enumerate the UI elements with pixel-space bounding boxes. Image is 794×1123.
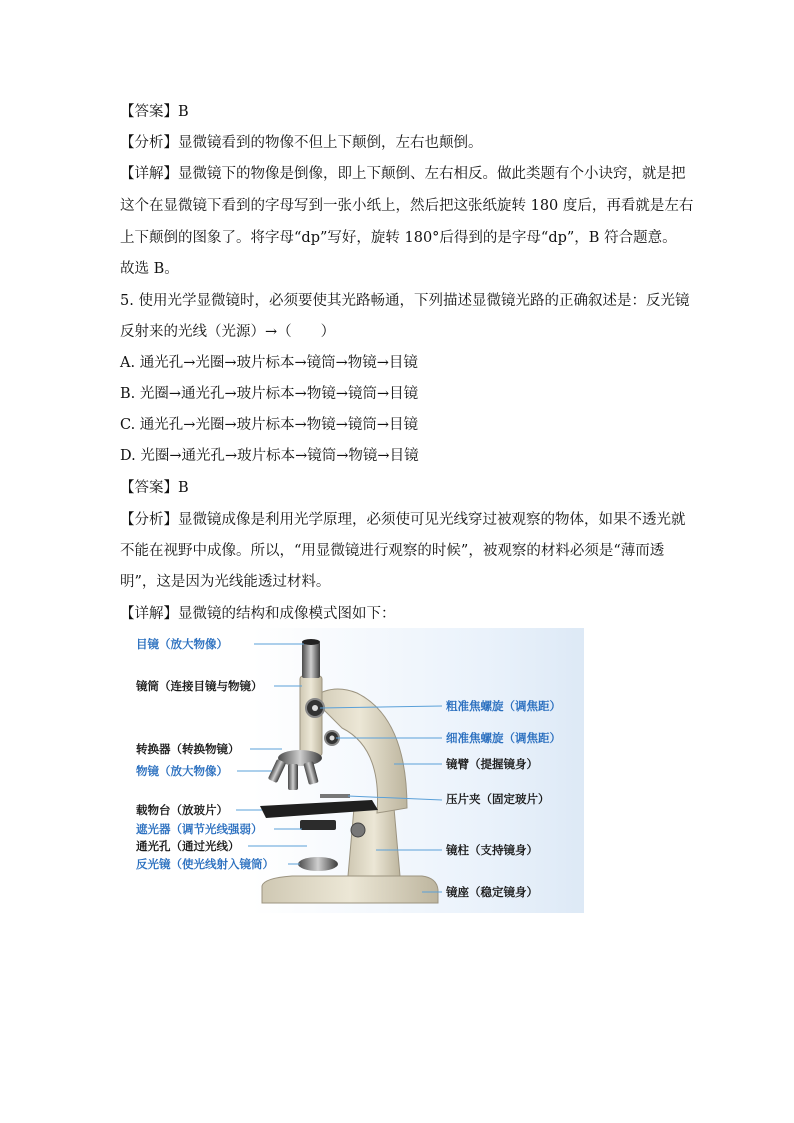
label-mirror: 反光镜（使光线射入镜筒） [136,857,274,871]
label-base: 镜座（稳定镜身） [446,885,538,899]
stage-clips [320,794,350,798]
microscope-mirror [298,857,338,871]
label-stage-clip: 压片夹（固定玻片） [446,792,550,806]
conclusion-line: 故选 B。 [120,261,179,277]
fine-focus-center [330,736,335,741]
diaphragm [300,820,336,830]
answer-line: 【答案】B [120,104,189,120]
microscope-figure [132,628,584,913]
option-c: C. 通光孔→光圈→玻片标本→物镜→镜筒→目镜 [120,417,419,433]
label-fine-focus: 细准焦螺旋（调焦距） [446,731,561,745]
objective-lens-2 [288,764,298,790]
label-eyepiece: 目镜（放大物像） [136,637,228,651]
label-coarse-focus: 粗准焦螺旋（调焦距） [446,699,561,713]
detail-line-3: 上下颠倒的图象了。将字母“dp”写好，旋转 180°后得到的是字母“dp”，B 符合题意。 [120,230,677,246]
label-pillar: 镜柱（支持镜身） [446,843,538,857]
label-stage: 载物台（放玻片） [136,803,228,817]
eyepiece-top [302,639,320,645]
label-arm: 镜臂（提握镜身） [446,757,538,771]
label-objective: 物镜（放大物像） [136,764,228,778]
analysis-line: 【分析】显微镜看到的物像不但上下颠倒，左右也颠倒。 [120,135,483,151]
option-d: D. 光圈→通光孔→玻片标本→镜筒→物镜→目镜 [120,448,419,464]
label-tube: 镜筒（连接目镜与物镜） [136,679,263,693]
question-5-line-2: 反射来的光线（光源）→（ ） [120,324,336,340]
detail-line-4: 【详解】显微镜的结构和成像模式图如下： [120,606,396,622]
microscope-eyepiece [302,642,320,678]
microscope-base [262,876,438,903]
detail-line-1: 【详解】显微镜下的物像是倒像，即上下颠倒、左右相反。做此类题有个小诀窍，就是把 [120,166,686,182]
question-5-line-1: 5. 使用光学显微镜时，必须要使其光路畅通，下列描述显微镜光路的正确叙述是：反光镜 [120,293,690,309]
microscope-pillar [348,808,400,876]
label-diaphragm: 遮光器（调节光线强弱） [136,822,263,836]
analysis-line-2a: 【分析】显微镜成像是利用光学原理，必须使可见光线穿过被观察的物体，如果不透光就 [120,512,686,528]
coarse-focus-center [312,705,318,711]
analysis-line-2b: 不能在视野中成像。所以，“用显微镜进行观察的时候”，被观察的材料必须是“薄而透 [120,543,665,559]
detail-line-2: 这个在显微镜下看到的字母写到一张小纸上，然后把这张纸旋转 180 度后，再看就是左右 [120,198,694,214]
pillar-screw [351,823,365,837]
label-nosepiece: 转换器（转换物镜） [136,742,240,756]
analysis-line-2c: 明”，这是因为光线能透过材料。 [120,574,331,590]
option-b: B. 光圈→通光孔→玻片标本→物镜→镜筒→目镜 [120,386,419,402]
option-a: A. 通光孔→光圈→玻片标本→镜筒→物镜→目镜 [120,355,418,371]
answer-line-2: 【答案】B [120,480,189,496]
label-aperture: 通光孔（通过光线） [136,839,240,853]
